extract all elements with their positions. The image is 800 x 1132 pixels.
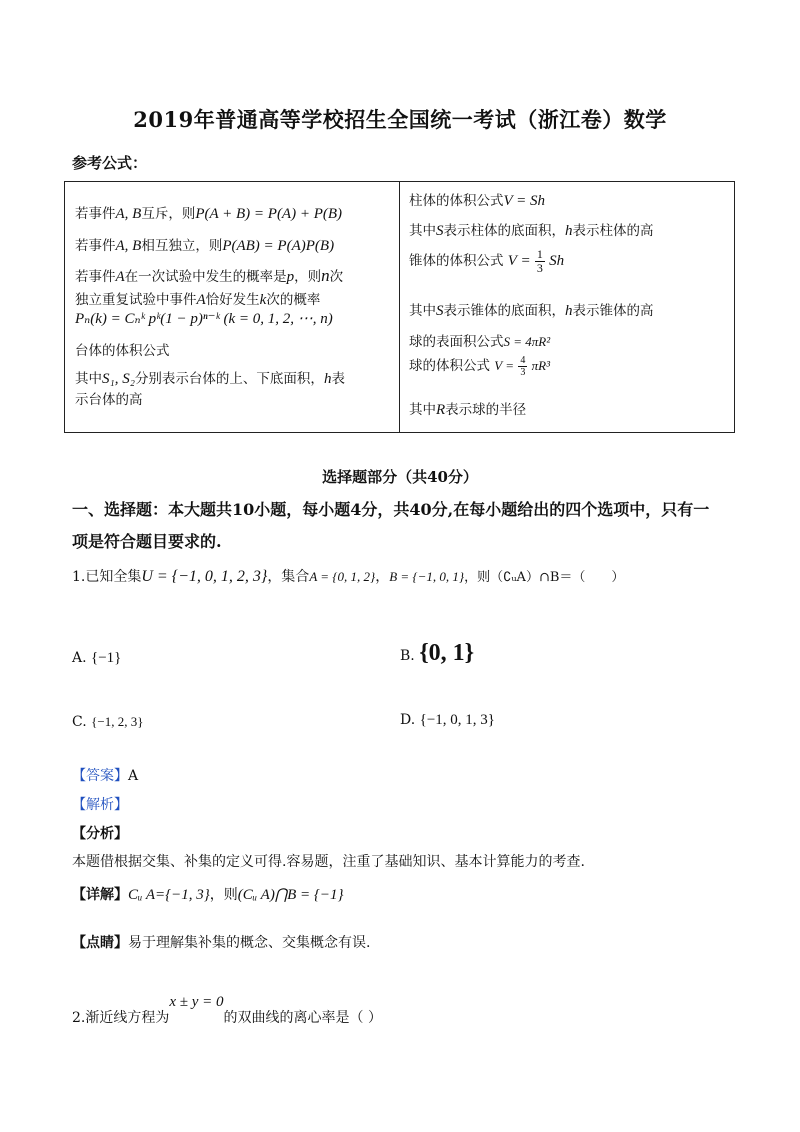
option-b[interactable] (400, 640, 474, 667)
text: 锥体的体积公式 (409, 253, 504, 269)
option-value: {−1, 2, 3} (91, 714, 144, 729)
reference-formulas-label: 参考公式： (72, 154, 148, 172)
dianjing-line (72, 932, 370, 952)
text: 独立重复试验中事件 (75, 292, 197, 308)
text: ，则 (209, 887, 238, 903)
page-title: 2019年普通高等学校招生全国统一考试（浙江卷）数学 (133, 107, 667, 132)
math: πR³ (531, 358, 550, 373)
text: 1.已知全集 (72, 569, 142, 585)
text: 其中 (409, 303, 436, 319)
text: 其中 (75, 371, 102, 387)
fraction (535, 248, 545, 275)
math: V = (507, 253, 531, 269)
text: 若事件 (75, 238, 116, 254)
text: ，则（∁ᵤA）∩B＝（ ） (464, 570, 625, 585)
option-value: {−1, 0, 1, 3} (419, 712, 495, 728)
text: 次的概率 (266, 292, 321, 308)
math: P(AB) = P(A)P(B) (222, 238, 335, 254)
text: ，集合 (267, 569, 310, 585)
answer-line (72, 765, 138, 785)
text: 表示锥体的底面积， (443, 303, 565, 319)
text: 恰好发生 (205, 292, 260, 308)
math: A (115, 269, 125, 285)
math: h (565, 303, 573, 319)
option-c[interactable] (72, 714, 143, 730)
math: A, B (115, 206, 142, 222)
formula-sphere-area (409, 330, 550, 350)
option-label: B. (400, 648, 415, 664)
option-label: A. (72, 650, 87, 666)
text: 其中 (409, 223, 436, 239)
frac-num: 1 (536, 247, 543, 261)
answer-tag: 【答案】 (72, 768, 128, 784)
text: 在一次试验中发生的概率是 (124, 269, 287, 285)
math: S (436, 223, 444, 239)
text: 互斥，则 (141, 206, 196, 222)
math: x ± y = 0 (169, 994, 224, 1010)
text: 表示柱体的底面积， (443, 223, 565, 239)
option-value: {−1} (91, 650, 122, 666)
text: 台体的体积公式 (75, 343, 170, 359)
math: Cᵤ A={−1, 3} (128, 887, 210, 903)
text: 2.渐近线方程为 (72, 1010, 170, 1026)
math: P(A + B) = P(A) + P(B) (195, 206, 343, 222)
formula-frustum-note2 (75, 388, 143, 408)
math: R (436, 402, 446, 418)
text: 球的表面积公式 (409, 334, 504, 350)
option-d[interactable] (400, 712, 495, 729)
math: B = {−1, 0, 1} (389, 569, 465, 584)
math: A, B (115, 238, 142, 254)
analysis-line (72, 794, 128, 814)
text: 若事件 (75, 269, 116, 285)
instruction-line-1: 一、选择题：本大题共10小题，每小题4分，共40分,在每小题给出的四个选项中，只有一 (72, 500, 710, 519)
formula-prism-note (409, 219, 654, 240)
formula-frustum-note1 (75, 367, 345, 388)
math: S₁, S₂ (102, 371, 135, 387)
option-a[interactable] (72, 650, 121, 667)
math: h (565, 223, 573, 239)
math: k (259, 292, 267, 308)
text: 球的体积公式 (409, 358, 490, 374)
text: 相互独立，则 (141, 238, 223, 254)
fenxi-tag: 【分析】 (72, 826, 128, 842)
text: ， (375, 569, 390, 585)
option-label: D. (400, 712, 416, 728)
formula-table (64, 181, 735, 433)
frac-num: 4 (520, 355, 526, 366)
math: h (323, 371, 332, 387)
text: 表示锥体的高 (572, 303, 654, 319)
formula-independent (75, 234, 334, 255)
question-1-stem (72, 566, 624, 586)
math: A (196, 292, 206, 308)
text: 其中 (409, 402, 436, 418)
math: A = {0, 1, 2} (309, 569, 376, 584)
formula-sphere-volume (409, 354, 550, 378)
xiangjie-tag: 【详解】 (72, 887, 128, 903)
text: 表 (331, 371, 345, 387)
text: 表示柱体的高 (572, 223, 654, 239)
formula-bernoulli-prob (75, 309, 333, 328)
text: 若事件 (75, 206, 116, 222)
frac-den: 3 (520, 367, 526, 378)
analysis-tag: 【解析】 (72, 797, 128, 813)
text: 表示球的半径 (445, 402, 527, 418)
option-value: {0, 1} (419, 640, 475, 666)
fenxi-line (72, 823, 128, 843)
fraction (518, 355, 527, 378)
table-divider (399, 182, 400, 432)
instruction-line-2: 项是符合题目要求的. (72, 532, 222, 551)
answer-value: A (128, 768, 139, 784)
text: 柱体的体积公式 (409, 193, 504, 209)
dianjing-tag: 【点睛】 (72, 935, 128, 951)
math: S = 4πR² (503, 334, 551, 349)
math: V = Sh (503, 193, 546, 209)
fenxi-text: 本题借根据交集、补集的定义可得.容易题，注重了基础知识、基本计算能力的考查. (72, 854, 585, 870)
formula-cone-volume (409, 248, 564, 275)
formula-cone-note (409, 299, 654, 320)
text: 分别表示台体的上、下底面积， (134, 371, 324, 387)
option-label: C. (72, 714, 87, 730)
math: U = {−1, 0, 1, 2, 3} (141, 568, 268, 585)
math: n (321, 266, 330, 285)
text: 示台体的高 (75, 392, 143, 408)
formula-sphere-note (409, 398, 526, 419)
formula-bernoulli-line2 (75, 288, 320, 309)
text: 次 (329, 269, 344, 285)
formula-prism-volume (409, 189, 545, 210)
section-title: 选择题部分（共40分） (322, 468, 478, 486)
math: Pₙ(k) = Cₙᵏ pᵏ(1 − p)ⁿ⁻ᵏ (k = 0, 1, 2, ⋯, n) (75, 311, 333, 327)
dianjing-text: 易于理解集补集的概念、交集概念有误. (128, 935, 371, 951)
math: p (286, 269, 295, 285)
xiangjie-line (72, 884, 344, 904)
text: ，则 (294, 269, 322, 285)
formula-frustum-label (75, 339, 170, 359)
math: Sh (549, 253, 565, 269)
text: 的双曲线的离心率是（ ） (223, 1010, 382, 1026)
formula-bernoulli-line1 (75, 265, 343, 286)
math: S (436, 303, 444, 319)
math: (Cᵤ A)⋂B = {−1} (237, 887, 344, 903)
frac-den: 3 (536, 261, 543, 275)
math: V = (494, 358, 515, 373)
formula-mutually-exclusive (75, 202, 342, 223)
question-2-stem (72, 994, 382, 1027)
